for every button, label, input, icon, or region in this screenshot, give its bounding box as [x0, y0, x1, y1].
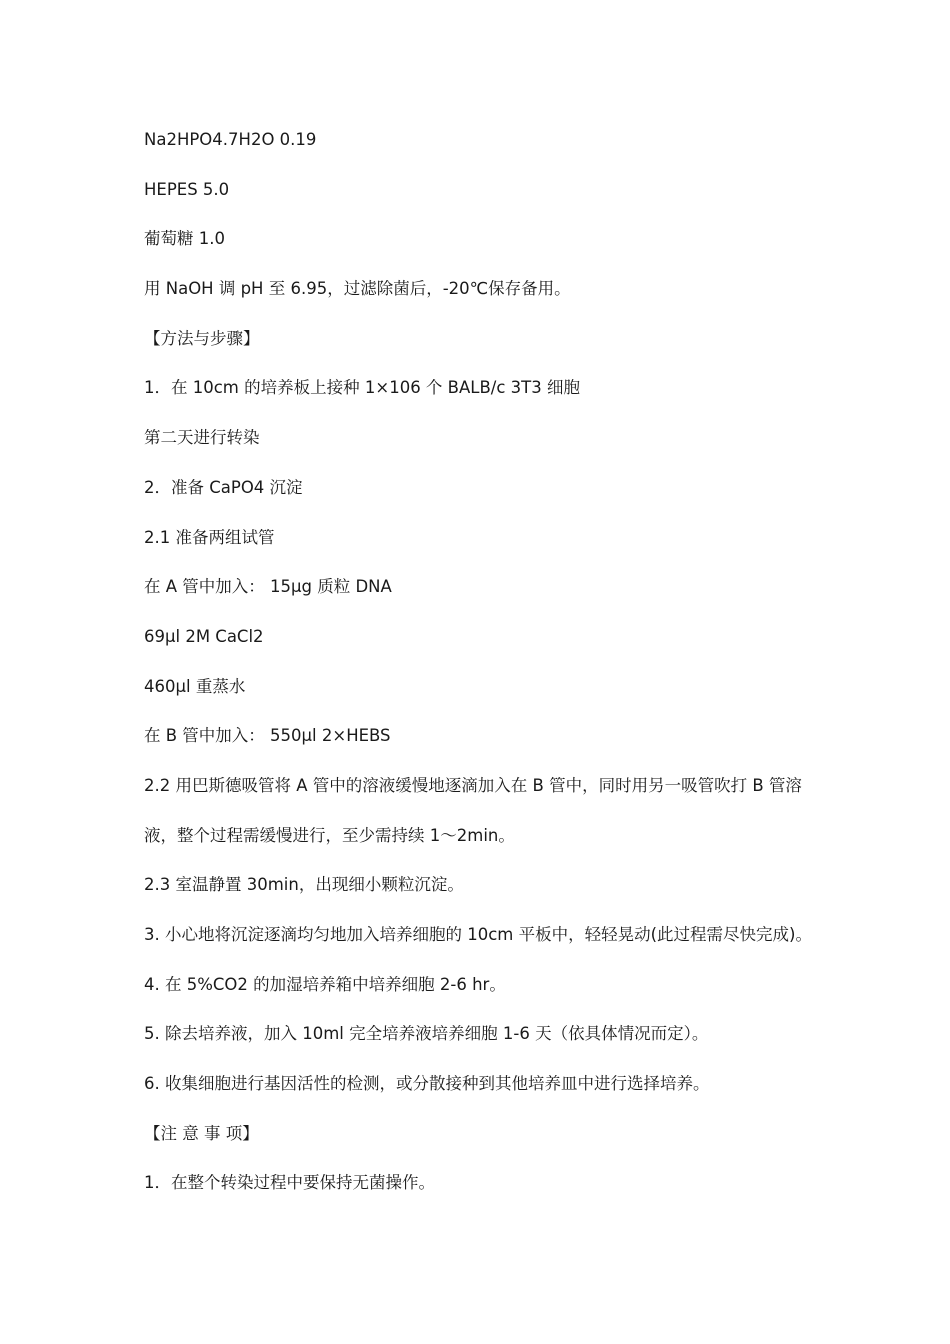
step-5: 5. 除去培养液，加入 10ml 完全培养液培养细胞 1-6 天（依具体情况而定）。 — [144, 1024, 709, 1044]
step-2-2: 2.2 用巴斯德吸管将 A 管中的溶液缓慢地逐滴加入在 B 管中，同时用另一吸管吹打 B 管溶 — [144, 775, 802, 795]
text-line: Na2HPO4.7H2O 0.19 — [144, 130, 317, 149]
document-body — [144, 125, 824, 1218]
tube-a-line: 在 A 管中加入： 15μg 质粒 DNA — [144, 577, 392, 597]
step-6: 6. 收集细胞进行基因活性的检测，或分散接种到其他培养皿中进行选择培养。 — [144, 1074, 710, 1094]
section-heading-methods: 【方法与步骤】 — [144, 328, 260, 348]
step-1: 1．在 10cm 的培养板上接种 1×106 个 BALB/c 3T3 细胞 — [144, 378, 580, 398]
step-2-3: 2.3 室温静置 30min，出现细小颗粒沉淀。 — [144, 875, 464, 895]
tube-b-line: 在 B 管中加入： 550μl 2×HEBS — [144, 726, 391, 746]
text-line: HEPES 5.0 — [144, 179, 230, 199]
step-2: 2．准备 CaPO4 沉淀 — [144, 477, 303, 497]
step-2-2-continued: 液，整个过程需缓慢进行，至少需持续 1～2min。 — [144, 825, 515, 845]
text-line: 第二天进行转染 — [144, 428, 260, 448]
step-2-1: 2.1 准备两组试管 — [144, 527, 275, 547]
tube-a-line: 69μl 2M CaCl2 — [144, 626, 264, 646]
tube-a-line: 460μl 重蒸水 — [144, 676, 246, 696]
step-3: 3. 小心地将沉淀逐滴均匀地加入培养细胞的 10cm 平板中，轻轻晃动(此过程需尽快完成)。 — [144, 925, 812, 944]
step-4: 4. 在 5%CO2 的加湿培养箱中培养细胞 2-6 hr。 — [144, 974, 506, 994]
section-heading-notes: 【注 意 事 项】 — [144, 1123, 259, 1143]
text-line: 葡萄糖 1.0 — [144, 229, 225, 249]
note-1: 1．在整个转染过程中要保持无菌操作。 — [144, 1173, 435, 1193]
text-line: 用 NaOH 调 pH 至 6.95，过滤除菌后，-20℃保存备用。 — [144, 279, 571, 299]
